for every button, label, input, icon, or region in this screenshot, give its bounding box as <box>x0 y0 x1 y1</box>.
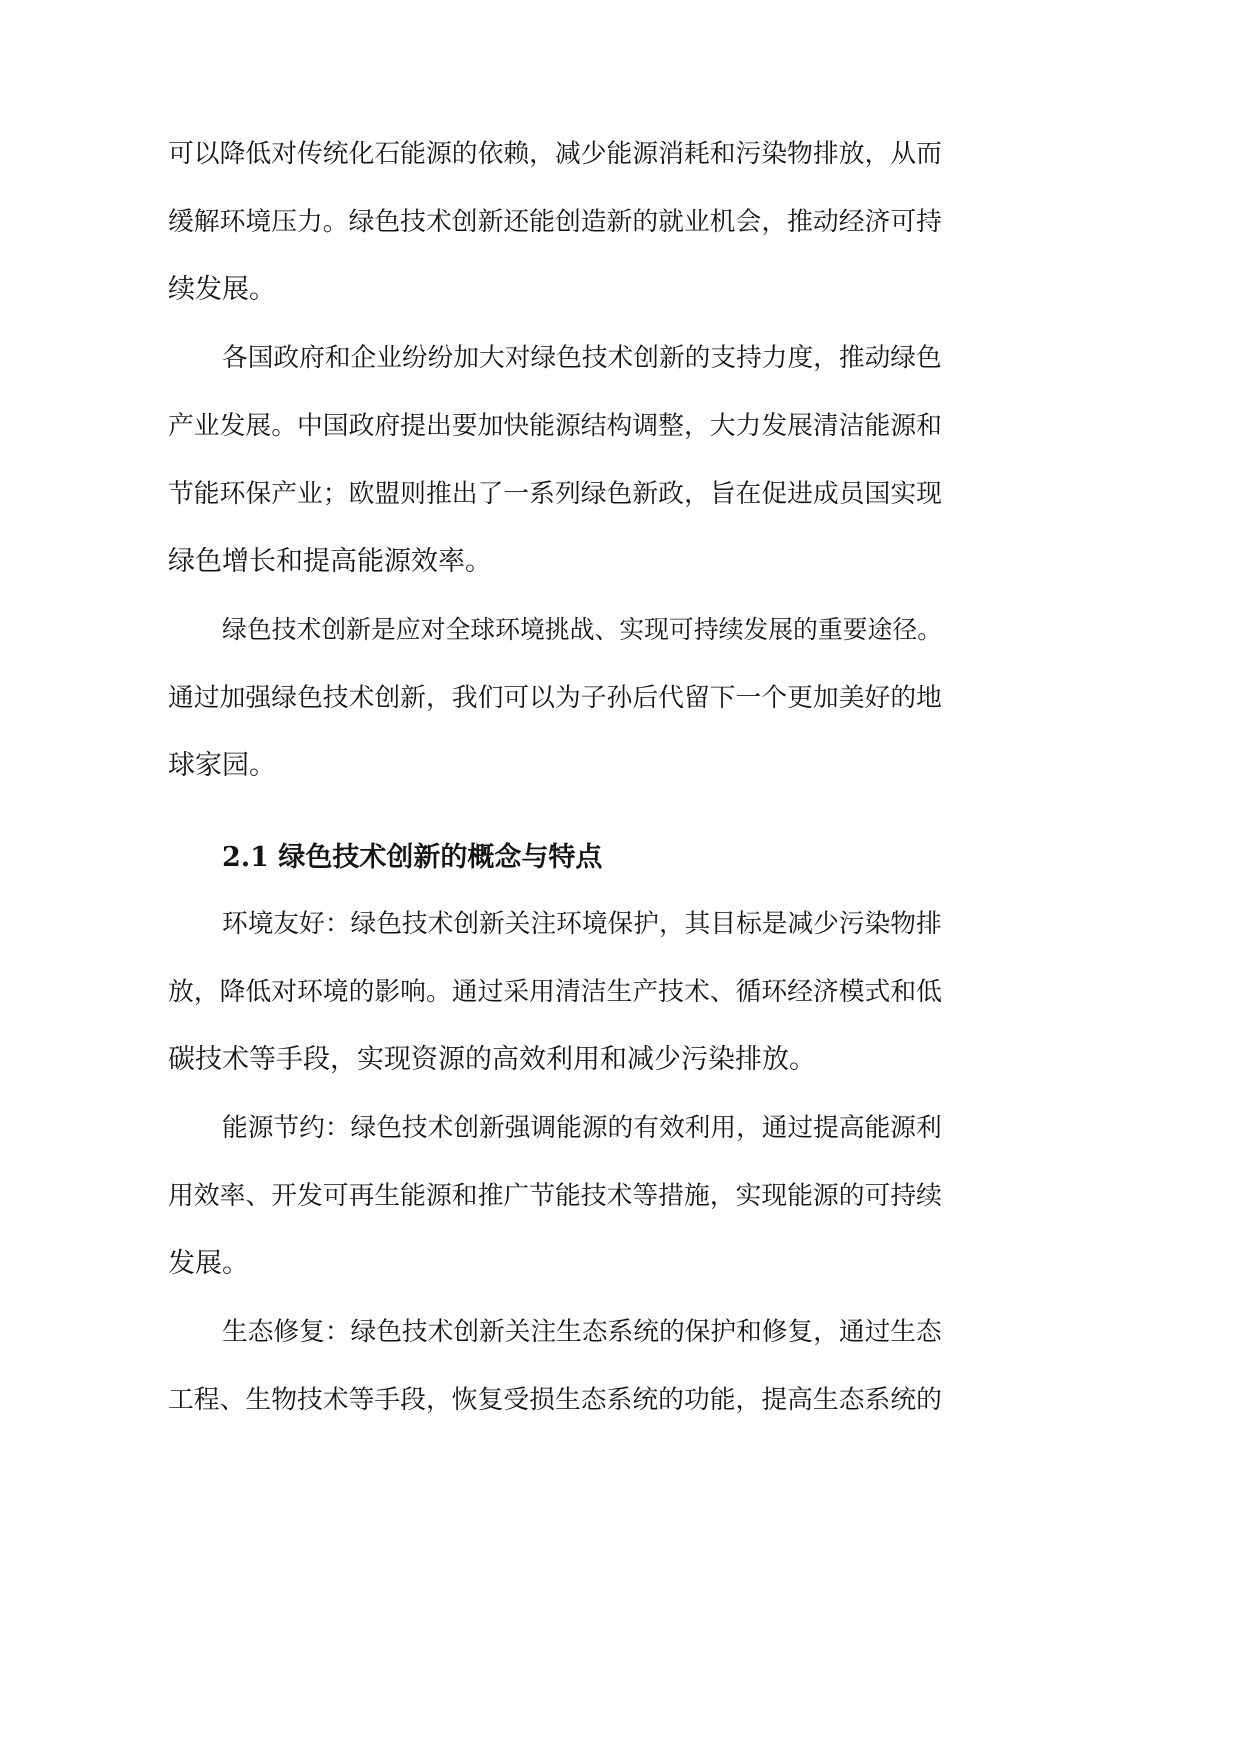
paragraph-4-line-3: 碳技术等手段，实现资源的高效利用和减少污染排放。 <box>168 1044 816 1075</box>
paragraph-3-line-2: 通过加强绿色技术创新，我们可以为子孙后代留下一个更加美好的地 <box>168 683 942 713</box>
paragraph-2-line-3: 节能环保产业；欧盟则推出了一系列绿色新政，旨在促进成员国实现 <box>168 479 942 509</box>
paragraph-1-line-1: 可以降低对传统化石能源的依赖，减少能源消耗和污染物排放，从而 <box>168 139 942 169</box>
paragraph-2-line-1: 各国政府和企业纷纷加大对绿色技术创新的支持力度，推动绿色 <box>222 343 942 373</box>
paragraph-2-line-2: 产业发展。中国政府提出要加快能源结构调整，大力发展清洁能源和 <box>168 411 942 441</box>
paragraph-5-line-1: 能源节约：绿色技术创新强调能源的有效利用，通过提高能源利 <box>222 1113 942 1143</box>
paragraph-5-line-2: 用效率、开发可再生能源和推广节能技术等措施，实现能源的可持续 <box>168 1181 942 1211</box>
paragraph-1-line-3: 续发展。 <box>168 274 276 305</box>
paragraph-2-line-4: 绿色增长和提高能源效率。 <box>168 546 492 577</box>
paragraph-5-line-3: 发展。 <box>168 1248 249 1279</box>
paragraph-6-line-2: 工程、生物技术等手段，恢复受损生态系统的功能，提高生态系统的 <box>168 1385 942 1415</box>
paragraph-3-line-1: 绿色技术创新是应对全球环境挑战、实现可持续发展的重要途径。 <box>222 615 943 644</box>
paragraph-4-line-2: 放，降低对环境的影响。通过采用清洁生产技术、循环经济模式和低 <box>168 977 942 1007</box>
paragraph-3-line-3: 球家园。 <box>168 750 276 781</box>
section-heading: 2.1 绿色技术创新的概念与特点 <box>222 842 603 873</box>
paragraph-6-line-1: 生态修复：绿色技术创新关注生态系统的保护和修复，通过生态 <box>222 1317 942 1347</box>
paragraph-1-line-2: 缓解环境压力。绿色技术创新还能创造新的就业机会，推动经济可持 <box>168 207 942 237</box>
paragraph-4-line-1: 环境友好：绿色技术创新关注环境保护，其目标是减少污染物排 <box>222 909 942 939</box>
